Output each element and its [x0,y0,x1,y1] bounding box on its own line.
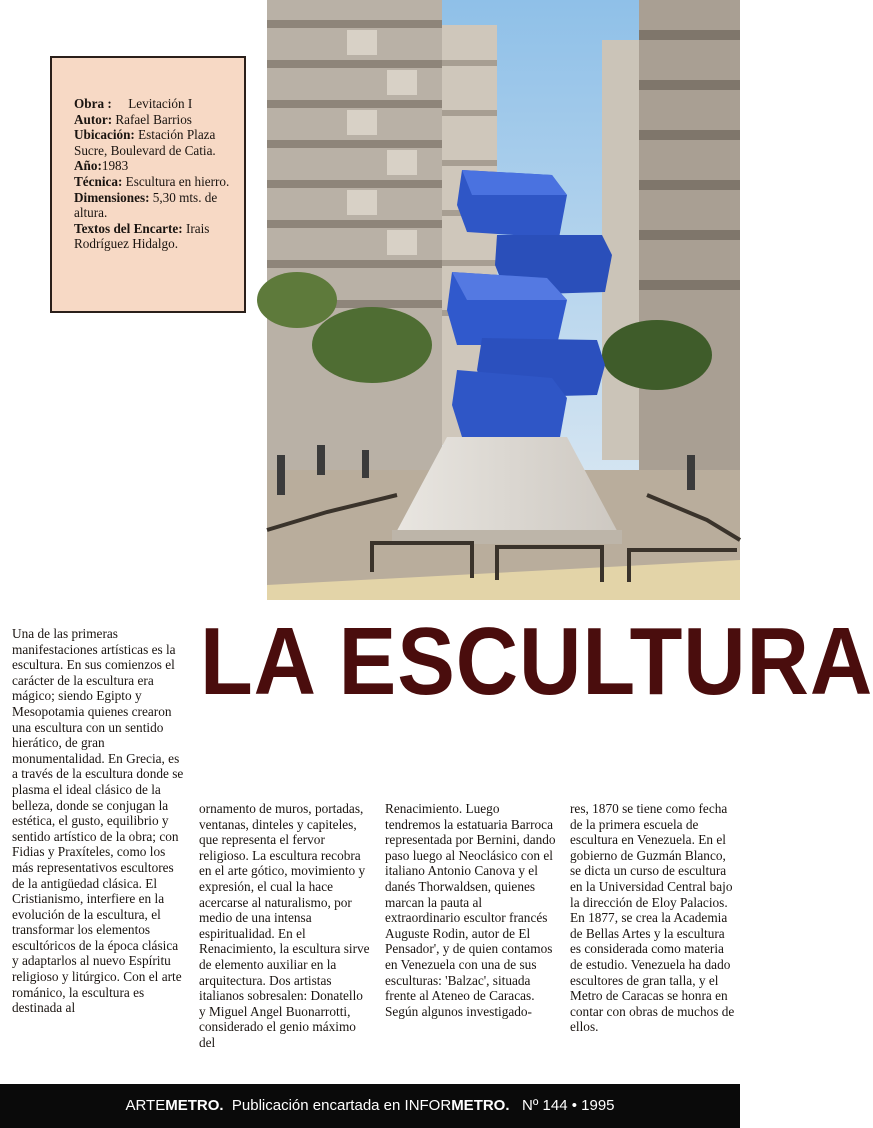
footer-brand-arte: ARTE [125,1097,166,1114]
info-ano [74,158,236,174]
footer-bar [0,1084,740,1128]
footer-infor-metro: METRO. [451,1097,510,1114]
autor-value: Rafael Barrios [115,111,192,127]
tecnica-value: Escultura en hierro. [125,173,230,189]
sculpture-photo [267,0,740,600]
column-1-text: Una de las primeras manifestaciones artísticas es la escultura. En sus comienzos el carácter de la escultura era mágico; siendo Egipto y Mesopotamia quienes crearon una escultura con un sentido hierático, de gran monumentalidad. En Grecia, es a través de la escultura donde se plasma el ideal clásico de la belleza, donde se conjugan la estética, el gusto, equilibrio y sentido artístico de la obra; con Fidias y Praxíteles, como los más representativos escultores de la antigüedad clásica. El Cristianismo, interfiere en la evolución de la escultura, el transformar los elementos escultóricos de la época clásica y adaptarlos al nuevo Espíritu religioso y litúrgico. Con el arte románico, la escultura es destinada al [12,626,184,1016]
footer-brand-metro: METRO. [165,1097,224,1114]
body-column-2 [199,801,371,1051]
textos-label: Textos del Encarte: [74,220,183,236]
obra-value: Levitación I [128,96,193,111]
footer-publication: Publicación encartada en INFOR [231,1097,452,1114]
ano-value: 1983 [101,158,129,174]
info-textos [74,221,236,252]
tecnica-label: Técnica: [74,173,123,189]
page-title: LA ESCULTURA [200,608,873,715]
column-3-text: Renacimiento. Luego tendremos la estatuaria Barroca representada por Bernini, dando paso luego al Neoclásico con el italiano Antonio Canova y el danés Thorwaldsen, quienes marcan la pauta al extraordinario escultor francés Auguste Rodin, autor de El Pensador', y de quien contamos en Venezuela con una de sus esculturas: 'Balzac', situada frente al Ateneo de Caracas. Según algunos investigado- [385,801,556,1019]
info-tecnica [74,174,236,190]
ubicacion-value: Estación Plaza Sucre, Boulevard de Catia. [74,127,216,158]
footer-issue: Nº 144 • 1995 [522,1097,615,1114]
ubicacion-label: Ubicación: [74,127,135,143]
info-autor [74,112,236,128]
dimensiones-label: Dimensiones: [74,189,150,205]
body-column-3 [385,801,557,1019]
autor-label: Autor: [74,111,113,127]
column-4-text: res, 1870 se tiene como fecha de la primera escuela de escultura en Venezuela. En el gobierno de Guzmán Blanco, se dicta un curso de escultura en la Universidad Central bajo la dirección de Eloy Palacios. En 1877, se crea la Academia de Bellas Artes y la escultura es considerada como materia de estudio. Venezuela ha dado escultores de gran talla, y el Metro de Caracas se honra en contar con obras de muchos de ellos. [570,801,735,1035]
info-ubicacion [74,127,236,158]
textos-value: Irais Rodríguez Hidalgo. [74,220,210,252]
body-column-4 [570,801,738,1035]
dimensiones-value: 5,30 mts. de altura. [74,189,218,221]
obra-label: Obra : [74,96,112,111]
body-column-1 [12,626,184,1016]
column-2-text: ornamento de muros, portadas, ventanas, dinteles y capiteles, que representa el fervor religioso. La escultura recobra en el arte gótico, movimiento y expresión, el cual la hace acercarse al naturalismo, por medio de una intensa espiritualidad. En el Renacimiento, la escultura sirve de elemento auxiliar en la arquitectura. Dos artistas italianos sobresalen: Donatello y Miguel Angel Buonarrotti, considerado el genio máximo del [199,801,370,1050]
artwork-info-card [50,56,246,313]
info-dimensiones [74,190,236,221]
info-obra [74,96,236,112]
ano-label: Año: [74,158,102,174]
